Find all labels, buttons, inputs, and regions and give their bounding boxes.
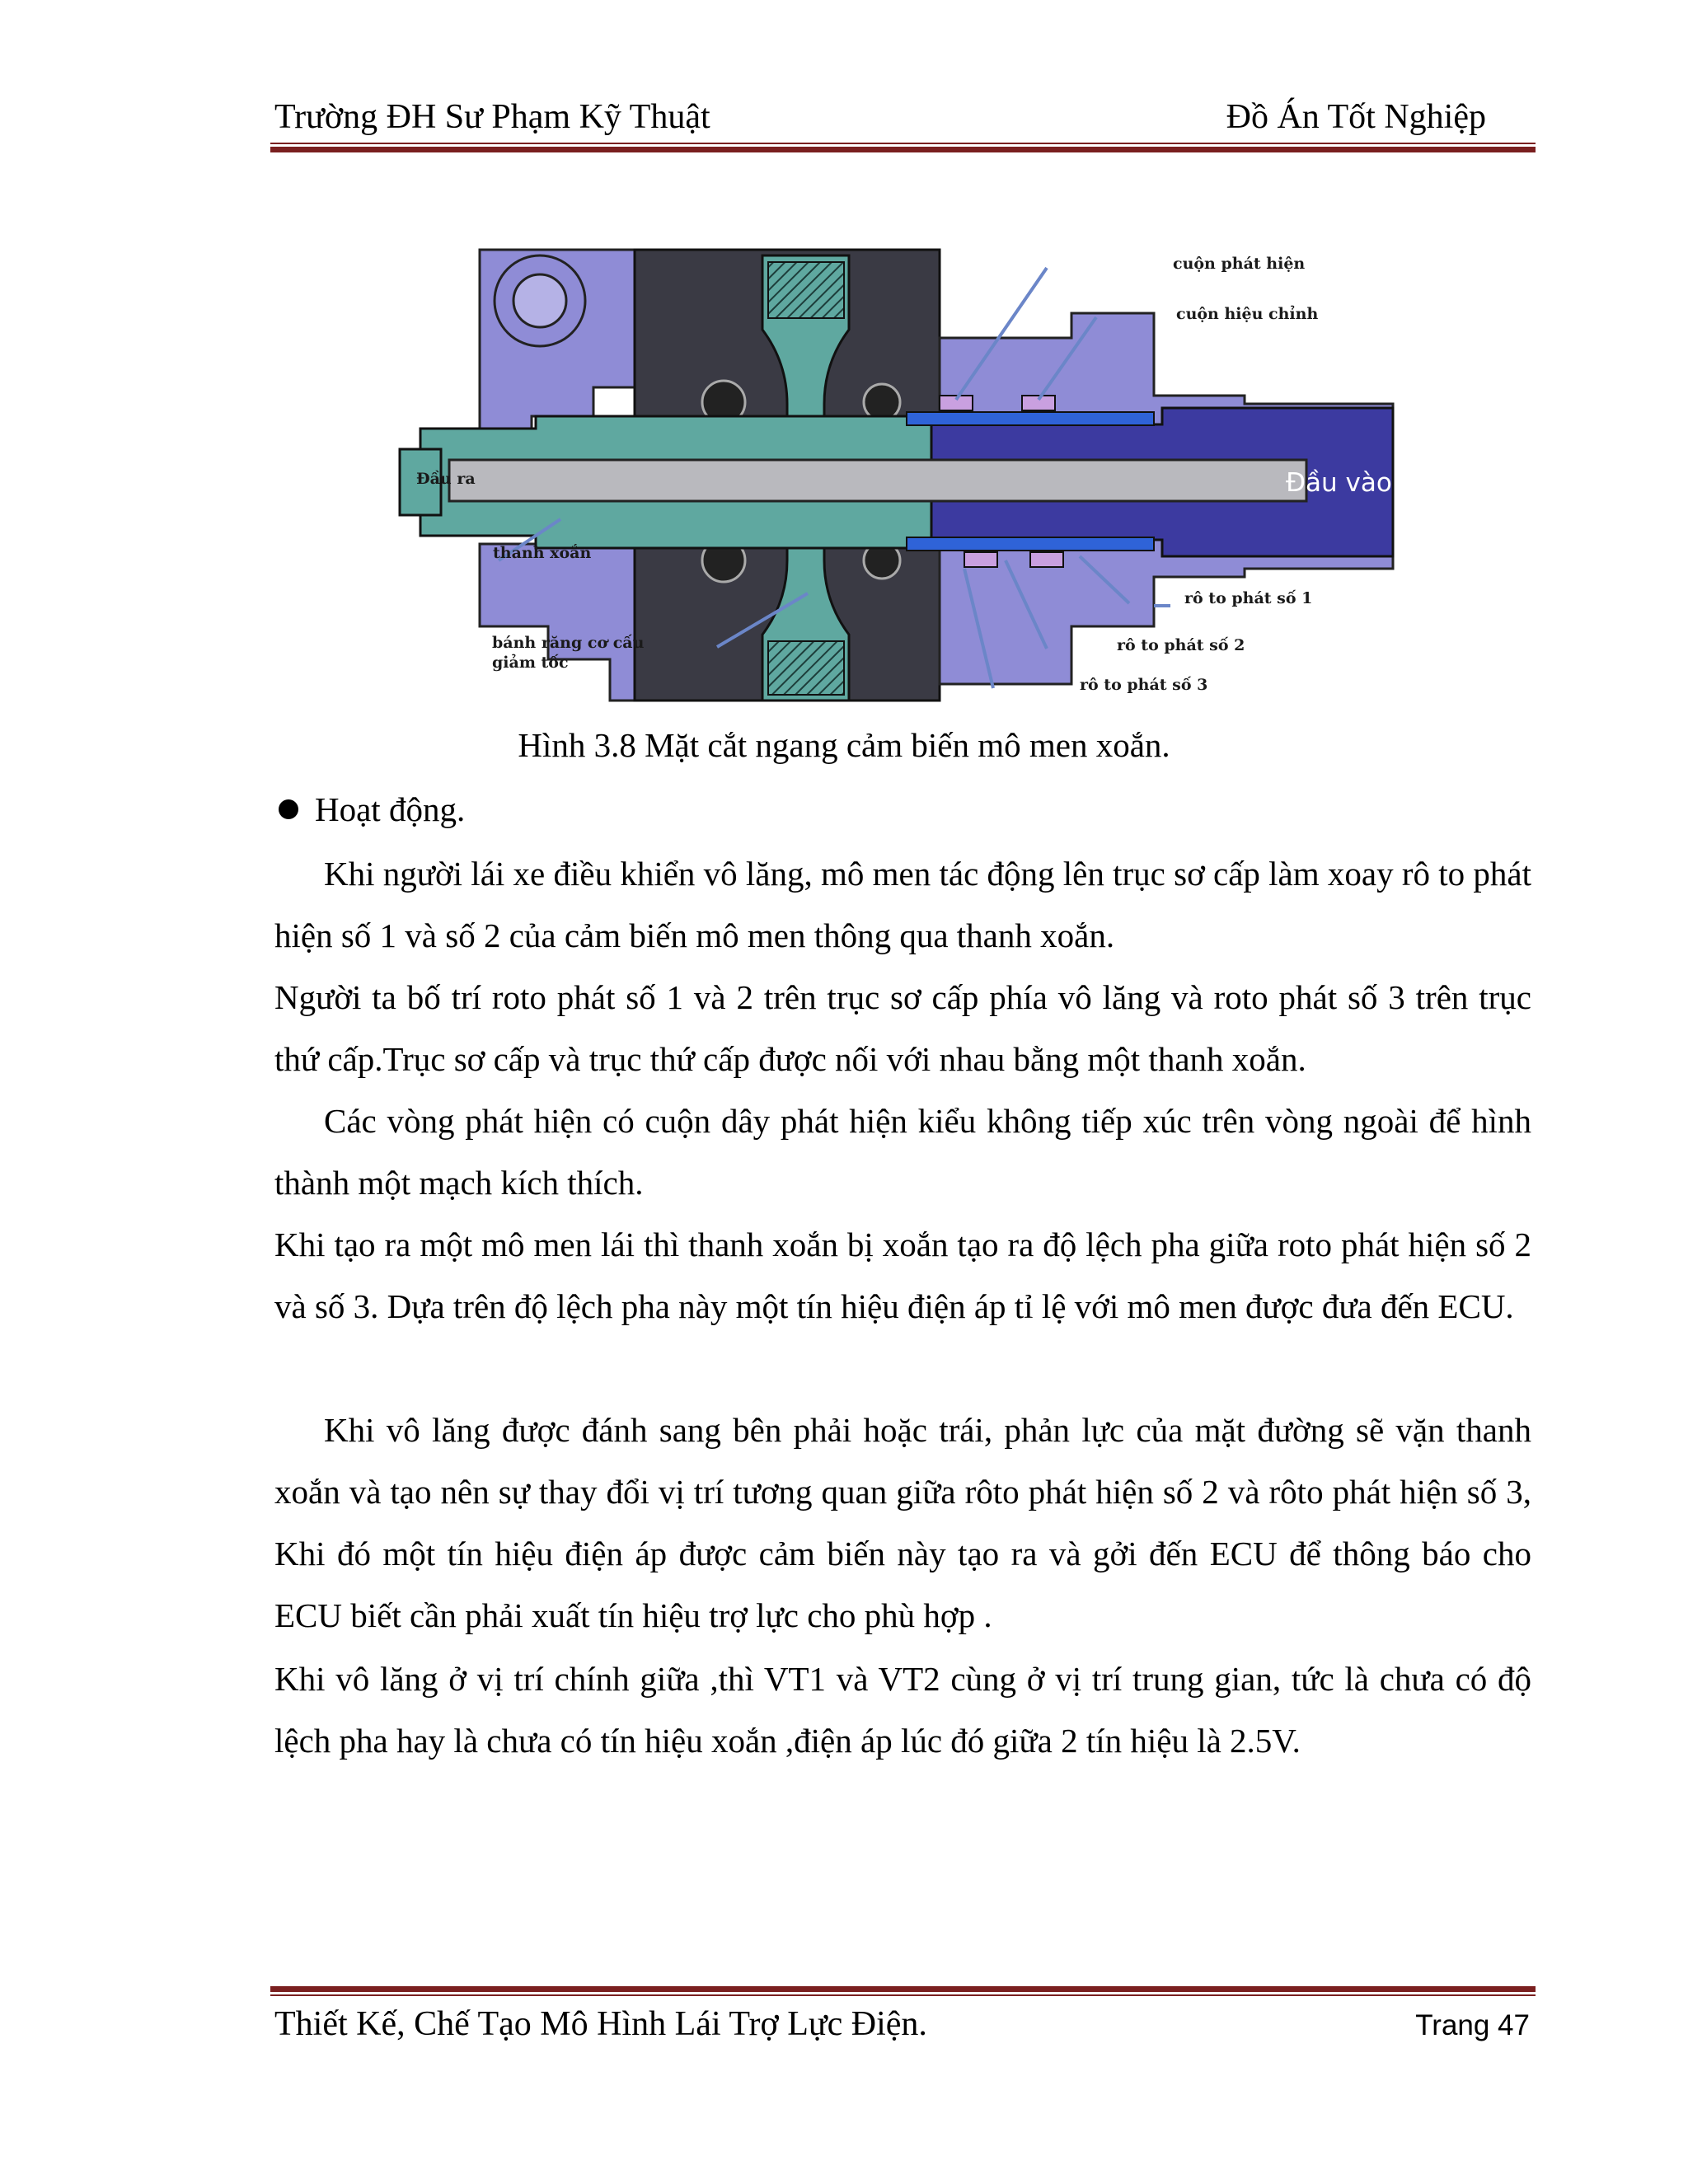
paragraph-3: Các vòng phát hiện có cuộn dây phát hiện kiểu không tiếp xúc trên vòng ngoài để hình thành một mạch kích thích. xyxy=(274,1102,1531,1202)
footer-rule-thin xyxy=(270,1994,1536,1996)
header-rule-thin xyxy=(270,143,1536,144)
rotor-top xyxy=(907,412,1154,425)
header-title: Đồ Án Tốt Nghiệp xyxy=(1226,98,1486,136)
bullet-text: Hoạt động. xyxy=(315,790,466,828)
paragraph-4: Khi tạo ra một mô men lái thì thanh xoắn bị xoắn tạo ra độ lệch pha giữa roto phát hiện số 2 và số 3. Dựa trên độ lệch pha này một tín hiệu điện áp tỉ lệ với mô men được đưa đến ECU. xyxy=(274,1226,1531,1325)
label-thanh-xoan: thanh xoắn xyxy=(493,544,592,562)
bullet-dot-icon xyxy=(279,799,298,819)
label-cuon-phat-hien: cuộn phát hiện xyxy=(1173,255,1306,273)
coil-2-bottom xyxy=(1030,552,1063,567)
page-number: Trang 47 xyxy=(1415,2009,1530,2041)
paragraph-6: Khi vô lăng ở vị trí chính giữa ,thì VT1 và VT2 cùng ở vị trí trung gian, tức là chưa có độ lệch pha hay là chưa có tín hiệu xoắn ,điện áp lúc đó giữa 2 tín hiệu là 2.5V. xyxy=(274,1660,1531,1760)
rotor-bottom xyxy=(907,537,1154,551)
torsion-bar xyxy=(449,460,1306,501)
footer-title: Thiết Kế, Chế Tạo Mô Hình Lái Trợ Lực Điện. xyxy=(274,2005,927,2043)
bullet-hoat-dong xyxy=(279,790,465,829)
label-dau-ra: Đầu ra xyxy=(416,470,476,488)
label-ro-to-1: rô to phát số 1 xyxy=(1184,589,1313,607)
figure-caption: Hình 3.8 Mặt cắt ngang cảm biến mô men xoắn. xyxy=(518,726,1170,764)
header-rule-thick xyxy=(270,147,1536,152)
label-banh-rang-2: giảm tốc xyxy=(492,654,569,672)
paragraph-2: Người ta bố trí roto phát số 1 và 2 trên trục sơ cấp phía vô lăng và roto phát số 3 trên trục thứ cấp.Trục sơ cấp và trục thứ cấp được nối với nhau bằng một thanh xoắn. xyxy=(274,978,1531,1078)
coil-1-bottom xyxy=(964,552,997,567)
paragraph-5: Khi vô lăng được đánh sang bên phải hoặc trái, phản lực của mặt đường sẽ vặn thanh xoắn và tạo nên sự thay đổi vị trí tương quan giữa rôto phát hiện số 2 và rôto phát hiện số 3, Khi đó một tín hiệu điện áp được cảm biến này tạo ra và gởi đến ECU để thông báo cho ECU biết cần phải xuất tín hiệu trợ lực cho phù hợp . xyxy=(274,1411,1531,1634)
label-ro-to-2: rô to phát số 2 xyxy=(1117,636,1245,654)
paragraph-1: Khi người lái xe điều khiển vô lăng, mô men tác động lên trục sơ cấp làm xoay rô to phát hiện số 1 và số 2 của cảm biến mô men thông qua thanh xoắn. xyxy=(274,855,1531,954)
label-ro-to-3: rô to phát số 3 xyxy=(1080,676,1208,694)
header-school: Trường ĐH Sư Phạm Kỹ Thuật xyxy=(274,98,710,136)
torque-sensor-figure xyxy=(387,239,1426,709)
label-cuon-hieu-chinh: cuộn hiệu chỉnh xyxy=(1176,305,1319,323)
label-banh-rang-1: bánh răng cơ cấu xyxy=(492,634,645,652)
footer-rule-thick xyxy=(270,1986,1536,1992)
label-dau-vao: Đầu vào xyxy=(1286,468,1392,498)
